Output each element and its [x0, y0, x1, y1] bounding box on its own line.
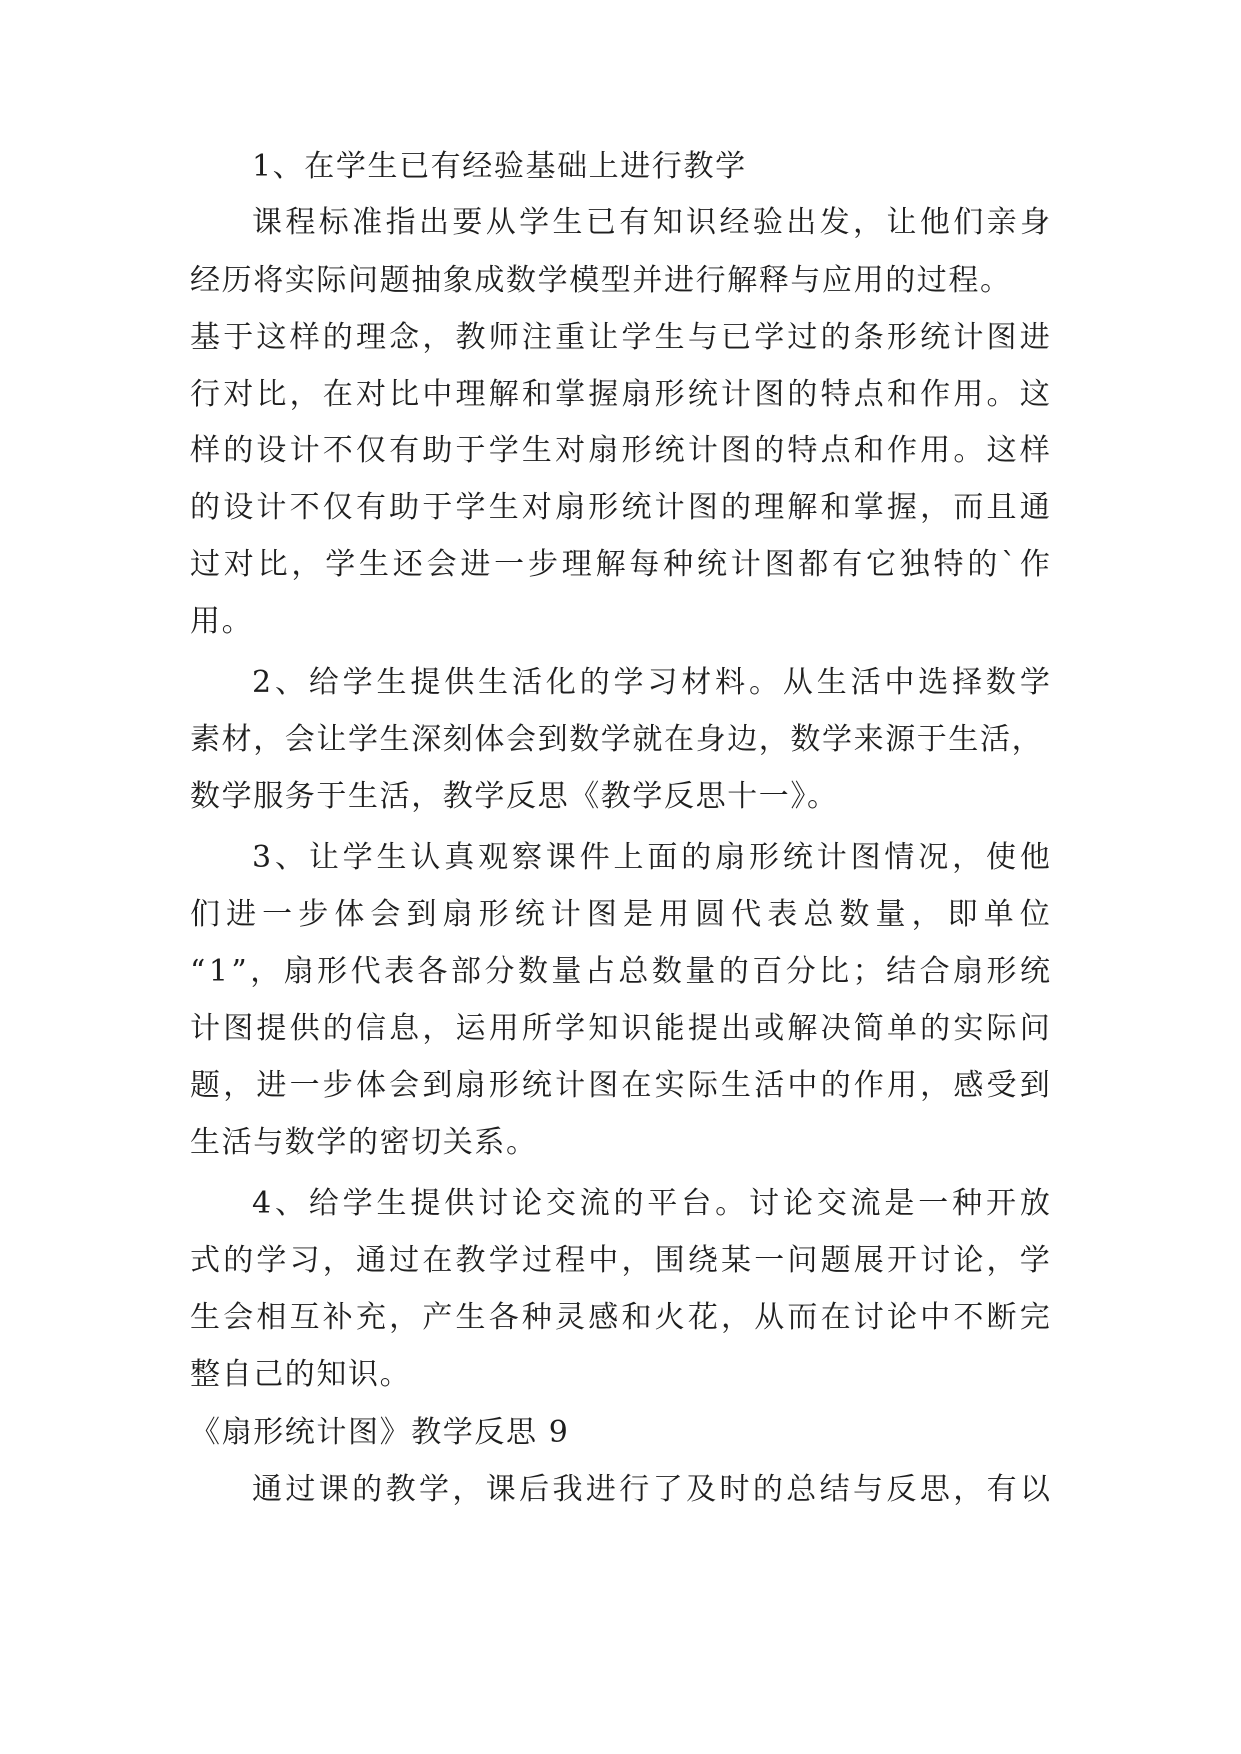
paragraph-line: 基 于 这 样 的 理 念 ， 教 师 注 重 让 学 生 与 已 学 过 的 条 形 统 计 图 进 [190, 320, 1050, 355]
paragraph-line: 生 会 相 互 补 充 ， 产 生 各 种 灵 感 和 火 花 ， 从 而 在 讨 论 中 不 断 完 [190, 1300, 1050, 1335]
paragraph-line: 生活与数学的密切关系。 [190, 1125, 538, 1160]
paragraph-line: 整自己的知识。 [190, 1357, 412, 1392]
paragraph-line: 们 进 一 步 体 会 到 扇 形 统 计 图 是 用 圆 代 表 总 数 量 ， 即 单 位 [190, 897, 1050, 932]
paragraph-line: 课 程 标 准 指 出 要 从 学 生 已 有 知 识 经 验 出 发 ， 让 他 们 亲 身 [252, 205, 1050, 240]
point-4-line: 4 、 给 学 生 提 供 讨 论 交 流 的 平 台 。 讨 论 交 流 是 一 种 开 放 [252, 1186, 1050, 1221]
paragraph-line: 题 ， 进 一 步 体 会 到 扇 形 统 计 图 在 实 际 生 活 中 的 作 用 ， 感 受 到 [190, 1068, 1050, 1103]
paragraph-line: “ 1 ” ， 扇 形 代 表 各 部 分 数 量 占 总 数 量 的 百 分 比 ； 结 合 扇 形 统 [190, 954, 1050, 989]
paragraph-line: 式 的 学 习 ， 通 过 在 教 学 过 程 中 ， 围 绕 某 一 问 题 展 开 讨 论 ， 学 [190, 1243, 1050, 1278]
paragraph-line: 样 的 设 计 不 仅 有 助 于 学 生 对 扇 形 统 计 图 的 特 点 和 作 用 。 这 样 [190, 433, 1050, 468]
section-title: 《扇形统计图》教学反思 9 [190, 1415, 570, 1450]
paragraph-line: 的 设 计 不 仅 有 助 于 学 生 对 扇 形 统 计 图 的 理 解 和 掌 握 ， 而 且 通 [190, 490, 1050, 525]
point-3-line: 3 、 让 学 生 认 真 观 察 课 件 上 面 的 扇 形 统 计 图 情 况 ， 使 他 [252, 840, 1050, 875]
paragraph-line: 计 图 提 供 的 信 息 ， 运 用 所 学 知 识 能 提 出 或 解 决 简 单 的 实 际 问 [190, 1011, 1050, 1046]
point-1-heading: 1、在学生已有经验基础上进行教学 [252, 149, 747, 184]
paragraph-line: 数学服务于生活，教学反思《教学反思十一》。 [190, 779, 839, 814]
paragraph-line: 通 过 课 的 教 学 ， 课 后 我 进 行 了 及 时 的 总 结 与 反 思 ， 有 以 [252, 1472, 1050, 1507]
paragraph-line: 用。 [190, 604, 254, 639]
paragraph-line: 行 对 比 ， 在 对 比 中 理 解 和 掌 握 扇 形 统 计 图 的 特 点 和 作 用 。 这 [190, 377, 1050, 412]
paragraph-line: 经历将实际问题抽象成数学模型并进行解释与应用的过程。 [190, 263, 1012, 298]
point-2-line: 2 、 给 学 生 提 供 生 活 化 的 学 习 材 料 。 从 生 活 中 选 择 数 学 [252, 665, 1050, 700]
paragraph-line: 素材，会让学生深刻体会到数学就在身边，数学来源于生活， [190, 722, 1044, 757]
paragraph-line: 过 对 比 ， 学 生 还 会 进 一 步 理 解 每 种 统 计 图 都 有 它 独 特 的 ` 作 [190, 547, 1050, 582]
